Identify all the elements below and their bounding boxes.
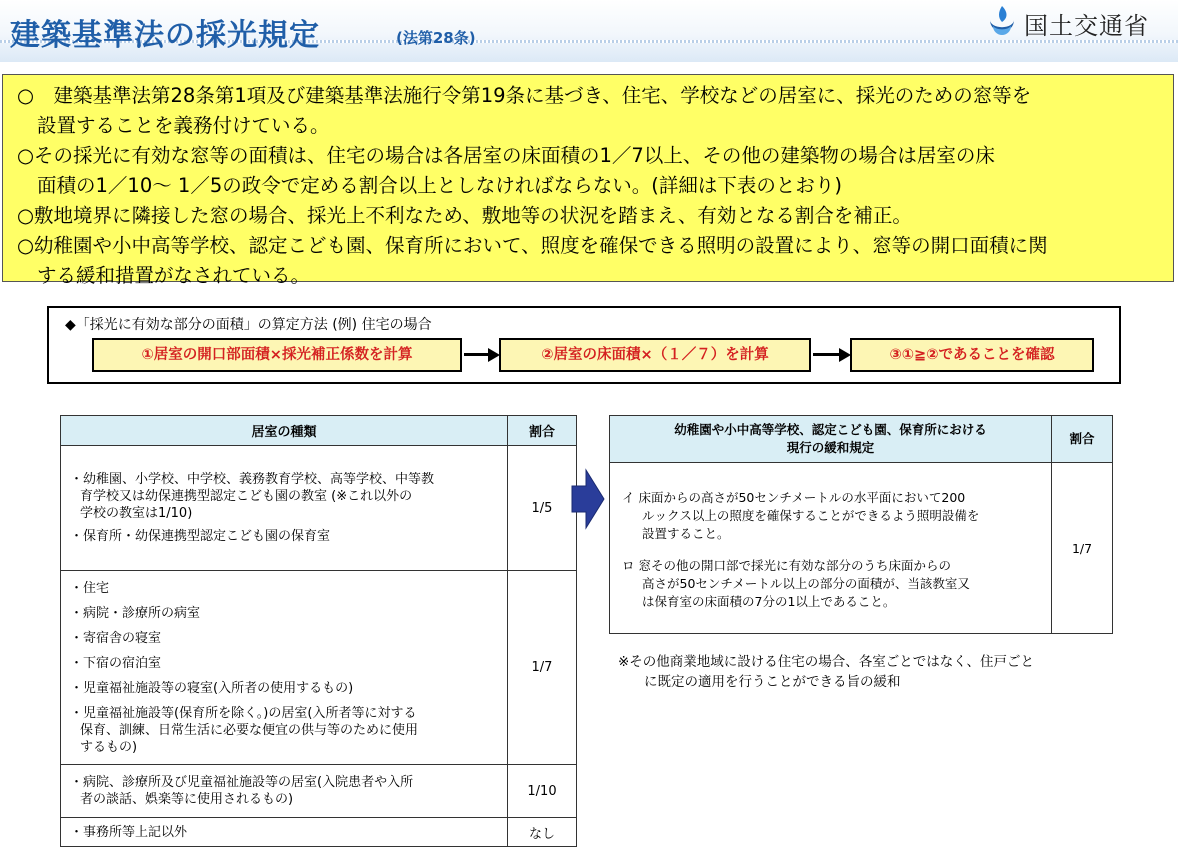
summary-box <box>2 74 1174 287</box>
table-row <box>610 463 1113 634</box>
header-line: 現行の緩和規定 <box>786 440 875 455</box>
room-type-text: 育学校又は幼保連携型認定こども園の教室 (※これ以外の <box>80 489 413 504</box>
table-row <box>61 446 577 571</box>
arrow-right-icon <box>570 468 606 530</box>
room-type-text: 者の談話、娯楽等に使用されるもの) <box>80 792 294 807</box>
header-rate: 割合 <box>1052 416 1113 463</box>
page-header <box>0 0 1178 62</box>
summary-line: ○ 建築基準法第28条第1項及び建築基準法施行令第19条に基づき、住宅、学校などの居室に、採光のための窓等を <box>17 84 1032 107</box>
rate-value: 1/10 <box>508 765 577 818</box>
room-type-text: ・保育所・幼保連携型認定こども園の保育室 <box>70 529 331 544</box>
page-title-article: (法第28条) <box>396 29 476 47</box>
room-type-text: ・幼稚園、小学校、中学校、義務教育学校、高等学校、中等教 <box>70 472 435 487</box>
room-type-text: ・寄宿舎の寝室 <box>70 630 162 646</box>
room-type-text: ・住宅 <box>70 580 110 596</box>
arrow-right-icon <box>813 348 851 362</box>
table-row <box>61 818 577 847</box>
header-room-type: 居室の種類 <box>61 416 508 446</box>
page-title: 建築基準法の採光規定 <box>10 18 320 53</box>
step-2: ②居室の床面積×（１／７）を計算 <box>499 338 811 372</box>
summary-line: ○敷地境界に隣接した窓の場合、採光上不利なため、敷地等の状況を踏まえ、有効となる割合を補正。 <box>17 204 912 227</box>
summary-line: ○その採光に有効な窓等の面積は、住宅の場合は各居室の床面積の1／7以上、その他の建築物の場合は居室の床 <box>17 144 995 167</box>
rule-text: イ 床面からの高さが50センチメートルの水平面において200 <box>622 490 966 505</box>
mlit-logo-icon <box>986 4 1018 36</box>
rate-value: 1/7 <box>508 571 577 765</box>
table-row <box>61 765 577 818</box>
summary-line: 面積の1／10～ 1／5の政令で定める割合以上としなければならない。(詳細は下表のとおり) <box>37 174 842 197</box>
step-1: ①居室の開口部面積×採光補正係数を計算 <box>92 338 462 372</box>
footnote <box>618 652 1034 692</box>
step-3: ③①≧②であることを確認 <box>850 338 1094 372</box>
room-type-text: ・病院、診療所及び児童福祉施設等の居室(入院患者や入所 <box>70 775 414 790</box>
calculation-method-box <box>47 306 1121 384</box>
room-type-text: ・児童福祉施設等の寝室(入所者の使用するもの) <box>70 680 354 696</box>
method-title: ◆「採光に有効な部分の面積」の算定方法 (例) 住宅の場合 <box>65 317 432 333</box>
ministry-name: 国土交通省 <box>1024 12 1149 40</box>
room-type-text: ・事務所等上記以外 <box>70 824 188 840</box>
relaxation-rule-table <box>609 415 1113 634</box>
rule-text: ルックス以上の照度を確保することができるよう照明設備を <box>642 508 980 523</box>
rule-text: は保育室の床面積の7分の1以上であること。 <box>642 594 896 609</box>
summary-line: する緩和措置がなされている。 <box>37 264 311 287</box>
header-line: 幼稚園や小中高等学校、認定こども園、保育所における <box>674 422 987 437</box>
room-type-text: ・児童福祉施設等(保育所を除く。)の居室(入所者等に対する <box>70 705 417 721</box>
header-relaxation-rule <box>610 416 1052 463</box>
room-type-table <box>60 415 577 847</box>
room-type-text: 保育、訓練、日常生活に必要な便宜の供与等のために使用 <box>80 722 419 738</box>
summary-line: ○幼稚園や小中高等学校、認定こども園、保育所において、照度を確保できる照明の設置により、窓等の開口面積に関 <box>17 234 1048 257</box>
rule-text: 設置すること。 <box>642 526 730 541</box>
rate-value: 1/7 <box>1052 463 1113 634</box>
rate-value: なし <box>508 818 577 847</box>
summary-line: 設置することを義務付けている。 <box>37 114 330 137</box>
rule-text: 高さが50センチメートル以上の部分の面積が、当該教室又 <box>642 576 970 591</box>
room-type-text: ・病院・診療所の病室 <box>70 605 201 621</box>
rate-value: 1/5 <box>508 446 577 571</box>
rule-text: ロ 窓その他の開口部で採光に有効な部分のうち床面からの <box>622 558 951 573</box>
table-row <box>61 571 577 765</box>
room-type-text: ・下宿の宿泊室 <box>70 655 162 671</box>
footnote-line: ※その他商業地域に設ける住宅の場合、各室ごとではなく、住戸ごと <box>618 654 1035 670</box>
room-type-text: するもの) <box>80 739 138 755</box>
room-type-text: 学校の教室は1/10) <box>80 506 193 521</box>
footnote-line: に既定の適用を行うことができる旨の緩和 <box>644 674 901 690</box>
header-rate: 割合 <box>508 416 577 446</box>
arrow-right-icon <box>464 348 500 362</box>
